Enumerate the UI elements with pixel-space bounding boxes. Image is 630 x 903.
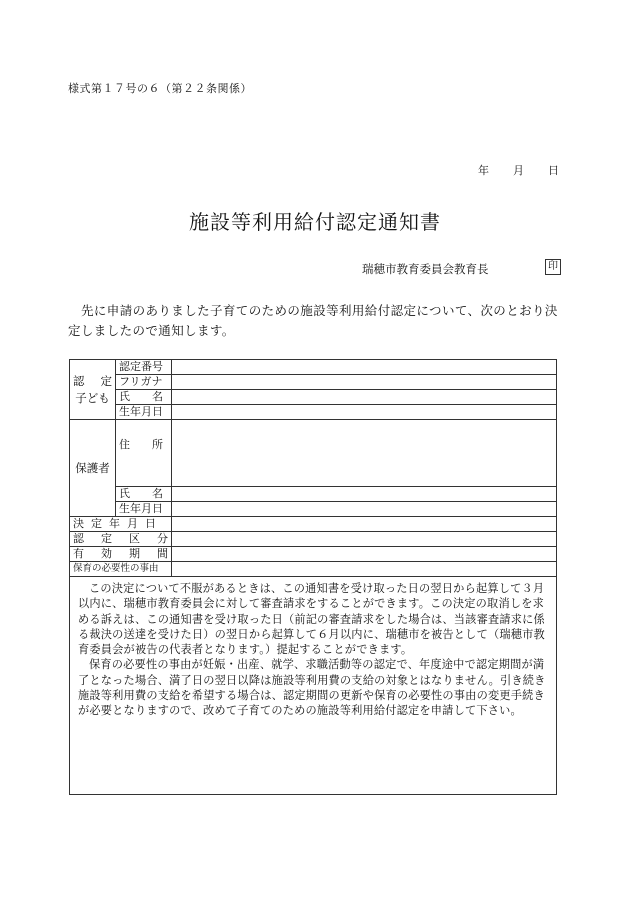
row-label-validity: 有効期間 (70, 547, 172, 562)
row-label-category: 認定区分 (70, 532, 172, 547)
form-number: 様式第１７号の６（第２２条関係） (68, 82, 252, 95)
row-label-guardian-birthdate: 生年月日 (116, 502, 172, 517)
row-label-reason: 保育の必要性の事由 (70, 562, 172, 577)
notice-text (70, 567, 556, 719)
row-label-decision-date: 決定年月日 (70, 517, 172, 532)
validity-field[interactable] (172, 547, 557, 562)
table-row (70, 390, 557, 405)
intro-paragraph: 先に申請のありました子育てのための施設等利用給付認定について、次のとおり決定しましたので通知します。 (68, 303, 558, 338)
guardian-address-field[interactable] (172, 420, 557, 487)
table-row (70, 532, 557, 547)
date-month: 月 (513, 164, 524, 177)
table-row (70, 502, 557, 517)
guardian-group-label: 保護者 (70, 420, 116, 517)
row-label-child-name: 氏 名 (116, 390, 172, 405)
row-label-cert-number: 認定番号 (116, 360, 172, 375)
certification-table (69, 359, 557, 577)
child-group-label: 認 定 子ども (70, 360, 116, 420)
table-row (70, 547, 557, 562)
date-day: 日 (548, 164, 559, 177)
notice-paragraph-renewal: 保育の必要性の事由が妊娠・出産、就学、求職活動等の認定で、年度途中で認定期間が満了となった場合、満了日の翌日以降は施設等利用費の支給の対象とはなりません。引き続き施設等利用費の支給を希望する場合は、認定期間の更新や保育の必要性の事由の変更手続きが必要となりますので、改めて子育てのための施設等利用給付認定を申請して下さい。 (78, 658, 546, 718)
child-furigana-field[interactable] (172, 375, 557, 390)
category-field[interactable] (172, 532, 557, 547)
table-row (70, 360, 557, 375)
date-year: 年 (478, 164, 489, 177)
decision-date-field[interactable] (172, 517, 557, 532)
table-row (70, 420, 557, 487)
table-row (70, 405, 557, 420)
row-label-guardian-name: 氏 名 (116, 487, 172, 502)
seal-mark: 印 (545, 259, 561, 275)
row-label-furigana: フリガナ (116, 375, 172, 390)
row-label-child-birthdate: 生年月日 (116, 405, 172, 420)
issuer-name: 瑞穂市教育委員会教育長 (362, 262, 489, 276)
table-row (70, 375, 557, 390)
document-title: 施設等利用給付認定通知書 (189, 210, 441, 234)
child-name-field[interactable] (172, 390, 557, 405)
child-birthdate-field[interactable] (172, 405, 557, 420)
date-line (478, 162, 559, 178)
row-label-address: 住 所 (116, 420, 172, 487)
guardian-name-field[interactable] (172, 487, 557, 502)
notice-paragraph-appeal: この決定について不服があるときは、この通知書を受け取った日の翌日から起算して３月以内に、瑞穂市教育委員会に対して審査請求をすることができます。この決定の取消しを求める訴えは、この通知書を受け取った日（前記の審査請求をした場合は、当該審査請求に係る裁決の送達を受けた日）の翌日から起算して６月以内に、瑞穂市を被告として（瑞穂市教育委員会が被告の代表者となります。）提起することができます。 (78, 582, 545, 657)
table-row (70, 517, 557, 532)
notice-box (69, 567, 557, 795)
cert-number-field[interactable] (172, 360, 557, 375)
table-row (70, 487, 557, 502)
guardian-birthdate-field[interactable] (172, 502, 557, 517)
